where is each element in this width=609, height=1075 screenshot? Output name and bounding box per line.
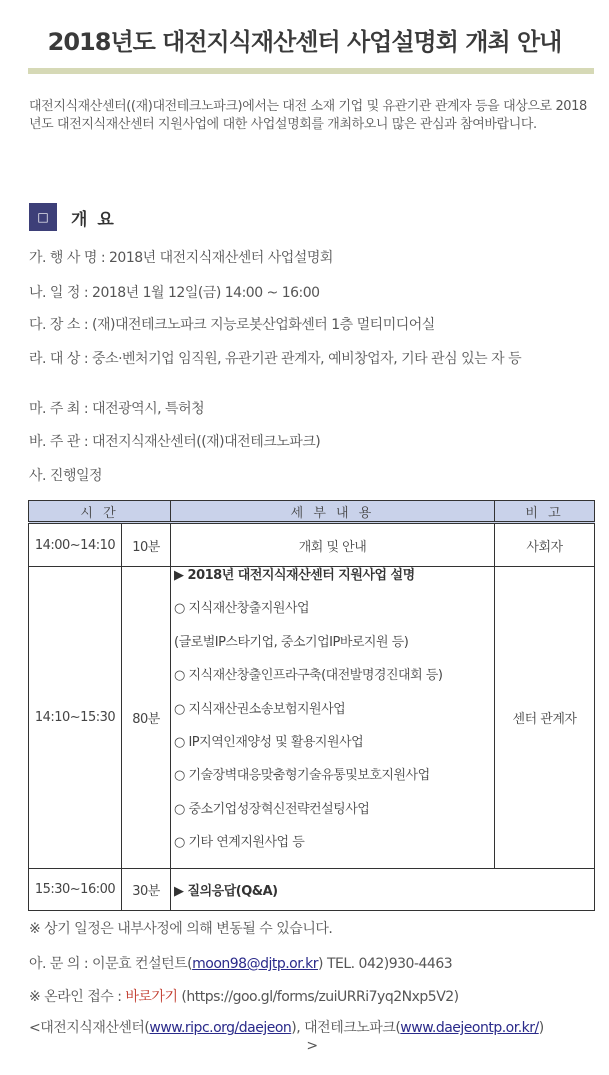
table-row — [29, 567, 595, 869]
row-details: 개회 및 안내 — [171, 523, 495, 567]
schedule-notice: ※ 상기 일정은 내부사정에 의해 변동될 수 있습니다. — [29, 921, 333, 937]
contact-phone: ) TEL. 042)930-4463 — [318, 956, 453, 972]
online-registration-line — [29, 989, 599, 1006]
contact-email-link[interactable]: moon98@djtp.or.kr — [192, 956, 319, 972]
row-time: 14:00~14:10 — [29, 523, 122, 567]
detail-item: ○ 지식재산창출인프라구축(대전발명경진대회 등) — [174, 668, 443, 684]
footer-close-bracket: > — [306, 1038, 318, 1054]
overview-item-venue: 다. 장 소 : (재)대전테크노파크 지능로봇산업화센터 1층 멀티미디어실 — [29, 317, 435, 333]
detail-item: ○ 지식재산권소송보험지원사업 — [174, 701, 346, 717]
table-row — [29, 868, 595, 910]
row-note: 센터 관계자 — [495, 567, 595, 869]
detail-item: ○ 기타 연계지원사업 등 — [174, 835, 305, 851]
footer-close-paren: ) — [538, 1020, 544, 1036]
contact-line — [29, 956, 599, 973]
table-row — [29, 523, 595, 567]
section-title: 개 요 — [71, 210, 116, 230]
detail-item: ○ IP지역인재양성 및 활용지원사업 — [174, 734, 364, 750]
header-note: 비 고 — [495, 501, 595, 523]
row-duration: 10분 — [122, 523, 171, 567]
detail-heading: ▶ 2018년 대전지식재산센터 지원사업 설명 — [174, 568, 415, 583]
row-time: 15:30~16:00 — [29, 868, 122, 910]
header-details: 세 부 내 용 — [171, 501, 495, 523]
detail-item: ○ 기술장벽대응맞춤형기술유통및보호지원사업 — [174, 768, 430, 784]
footer-prefix: <대전지식재산센터( — [29, 1020, 150, 1036]
schedule-table — [28, 500, 595, 911]
row-duration: 80분 — [122, 567, 171, 869]
daejeontp-link[interactable]: www.daejeontp.or.kr/ — [400, 1020, 539, 1036]
row-details — [171, 567, 495, 869]
row-note: 사회자 — [495, 523, 595, 567]
header-time: 시 간 — [29, 501, 171, 523]
overview-item-organizer: 바. 주 관 : 대전지식재산센터((재)대전테크노파크) — [29, 434, 321, 450]
section-bullet-icon: □ — [29, 203, 57, 231]
detail-item: ○ 지식재산창출지원사업 — [174, 601, 310, 617]
overview-item-target: 라. 대 상 : 중소·벤처기업 임직원, 유관기관 관계자, 예비창업자, 기타 관심 있는 자 등 — [29, 351, 522, 367]
title-divider — [28, 68, 594, 74]
page-title: 2018년도 대전지식재산센터 사업설명회 개최 안내 — [47, 28, 562, 56]
overview-item-schedule-label: 사. 진행일정 — [29, 468, 103, 484]
online-url: (https://goo.gl/forms/zuiURRi7yq2Nxp5V2) — [177, 989, 459, 1005]
online-registration-link[interactable]: 바로가기 — [125, 989, 178, 1005]
contact-label: 아. 문 의 : 이문효 컨설턴트( — [29, 956, 193, 972]
detail-item: (글로벌IP스타기업, 중소기업IP바로지원 등) — [174, 634, 409, 650]
footer-links — [29, 1019, 595, 1055]
online-label: ※ 온라인 접수 : — [29, 989, 126, 1005]
intro-paragraph: 대전지식재산센터((재)대전테크노파크)에서는 대전 소재 기업 및 유관기관 관계자 등을 대상으로 2018년도 대전지식재산센터 지원사업에 대한 사업설명회를 개최하오니 많은 관심과 참여바랍니다. — [29, 99, 587, 132]
row-duration: 30분 — [122, 868, 171, 910]
row-time: 14:10~15:30 — [29, 567, 122, 869]
overview-item-event-name: 가. 행 사 명 : 2018년 대전지식재산센터 사업설명회 — [29, 250, 333, 266]
table-header-row — [29, 501, 595, 523]
footer-separator: ), 대전테크노파크( — [291, 1020, 401, 1036]
overview-item-host: 마. 주 최 : 대전광역시, 특허청 — [29, 401, 205, 417]
ripc-link[interactable]: www.ripc.org/daejeon — [149, 1020, 292, 1036]
overview-item-date: 나. 일 정 : 2018년 1월 12일(금) 14:00 ~ 16:00 — [29, 285, 320, 301]
row-details: ▶ 질의응답(Q&A) — [171, 868, 595, 910]
detail-item: ○ 중소기업성장혁신전략컨설팅사업 — [174, 801, 370, 817]
